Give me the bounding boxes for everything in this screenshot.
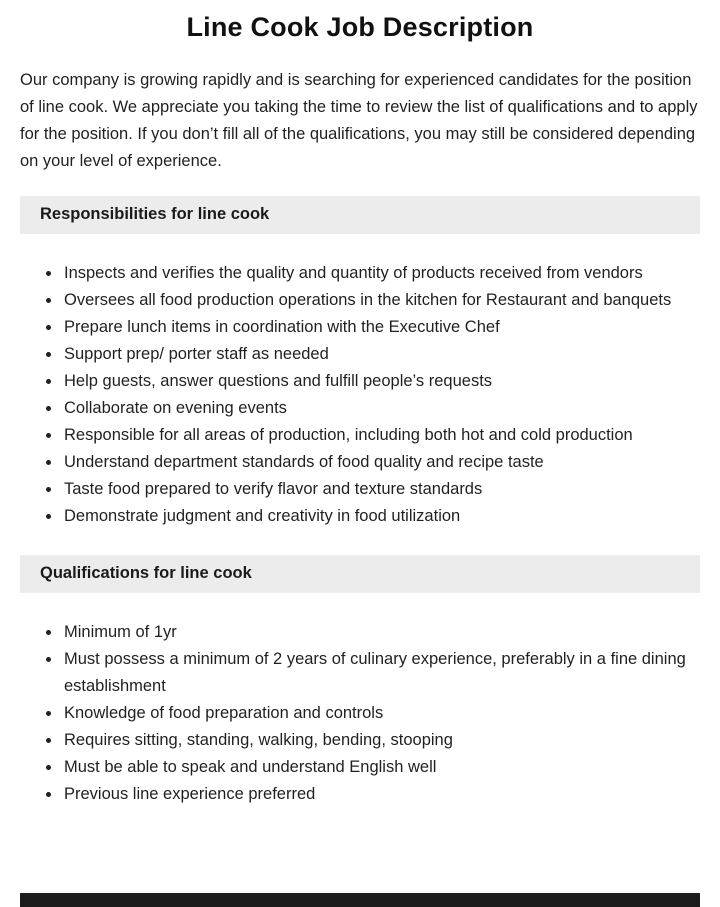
list-item: • Help guests, answer questions and fulfill people’s requests bbox=[62, 368, 700, 395]
list-item: • Knowledge of food preparation and controls bbox=[62, 700, 700, 727]
section-header-responsibilities bbox=[20, 196, 700, 234]
list-item: • Minimum of 1yr bbox=[62, 619, 700, 646]
section-header-qualifications bbox=[20, 555, 700, 593]
footer-bar bbox=[20, 893, 700, 907]
job-description-document bbox=[0, 12, 720, 808]
list-item: • Previous line experience preferred bbox=[62, 781, 700, 808]
section-heading-text: Responsibilities for line cook bbox=[40, 205, 270, 223]
qualifications-list bbox=[20, 619, 700, 808]
list-item: • Prepare lunch items in coordination with the Executive Chef bbox=[62, 314, 700, 341]
list-item: • Requires sitting, standing, walking, bending, stooping bbox=[62, 727, 700, 754]
list-item: • Inspects and verifies the quality and quantity of products received from vendors bbox=[62, 260, 700, 287]
list-item: • Taste food prepared to verify flavor and texture standards bbox=[62, 476, 700, 503]
responsibilities-list bbox=[20, 260, 700, 530]
list-item: • Support prep/ porter staff as needed bbox=[62, 341, 700, 368]
list-item: • Oversees all food production operations in the kitchen for Restaurant and banquets bbox=[62, 287, 700, 314]
page-title: Line Cook Job Description bbox=[186, 12, 534, 42]
list-item: • Collaborate on evening events bbox=[62, 395, 700, 422]
list-item: • Responsible for all areas of production, including both hot and cold production bbox=[62, 422, 700, 449]
intro-paragraph: Our company is growing rapidly and is searching for experienced candidates for the position of line cook. We appreciate you taking the time to review the list of qualifications and to apply for the position. If you don’t fill all of the qualifications, you may still be considered depending on your level of experience. bbox=[20, 71, 698, 170]
list-item: • Must possess a minimum of 2 years of culinary experience, preferably in a fine dining establishment bbox=[62, 646, 700, 700]
list-item: • Demonstrate judgment and creativity in food utilization bbox=[62, 503, 700, 530]
list-item: • Understand department standards of food quality and recipe taste bbox=[62, 449, 700, 476]
section-heading-text: Qualifications for line cook bbox=[40, 564, 252, 582]
list-item: • Must be able to speak and understand English well bbox=[62, 754, 700, 781]
